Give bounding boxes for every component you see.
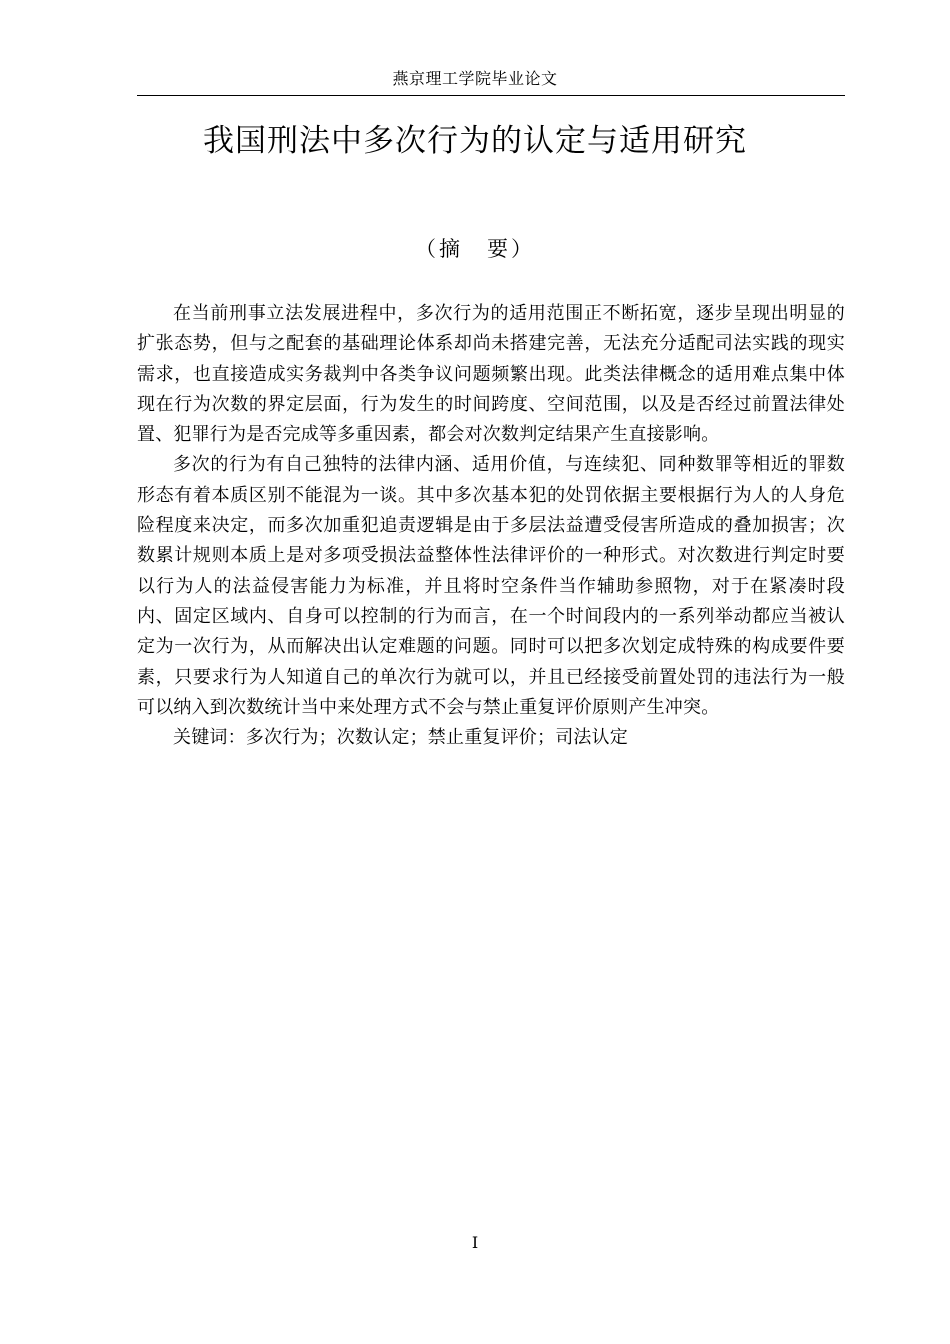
- keywords-line: 关键词：多次行为；次数认定；禁止重复评价；司法认定: [173, 727, 628, 749]
- abstract-body: [137, 299, 845, 753]
- header-divider: [137, 95, 845, 96]
- thesis-title: 我国刑法中多次行为的认定与适用研究: [203, 123, 747, 159]
- abstract-heading: （摘 要）: [415, 237, 535, 261]
- abstract-paragraph: 在当前刑事立法发展进程中，多次行为的适用范围正不断拓宽，逐步呈现出明显的扩张态势，但与之配套的基础理论体系却尚未搭建完善，无法充分适配司法实践的现实需求，也直接造成实务裁判中各类争议问题频繁出现。此类法律概念的适用难点集中体现在行为次数的界定层面，行为发生的时间跨度、空间范围，以及是否经过前置法律处置、犯罪行为是否完成等多重因素，都会对次数判定结果产生直接影响。: [137, 303, 845, 446]
- abstract-paragraph: 多次的行为有自己独特的法律内涵、适用价值，与连续犯、同种数罪等相近的罪数形态有着本质区别不能混为一谈。其中多次基本犯的处罚依据主要根据行为人的人身危险程度来决定，而多次加重犯追责逻辑是由于多层法益遭受侵害所造成的叠加损害；次数累计规则本质上是对多项受损法益整体性法律评价的一种形式。对次数进行判定时要以行为人的法益侵害能力为标准，并且将时空条件当作辅助参照物，对于在紧凑时段内、固定区域内、自身可以控制的行为而言，在一个时间段内的一系列举动都应当被认定为一次行为，从而解决出认定难题的问题。同时可以把多次划定成特殊的构成要件要素，只要求行为人知道自己的单次行为就可以，并且已经接受前置处罚的违法行为一般可以纳入到次数统计当中来处理方式不会与禁止重复评价原则产生冲突。: [137, 454, 845, 718]
- page-number: I: [471, 1233, 479, 1252]
- running-header: 燕京理工学院毕业论文: [392, 69, 558, 88]
